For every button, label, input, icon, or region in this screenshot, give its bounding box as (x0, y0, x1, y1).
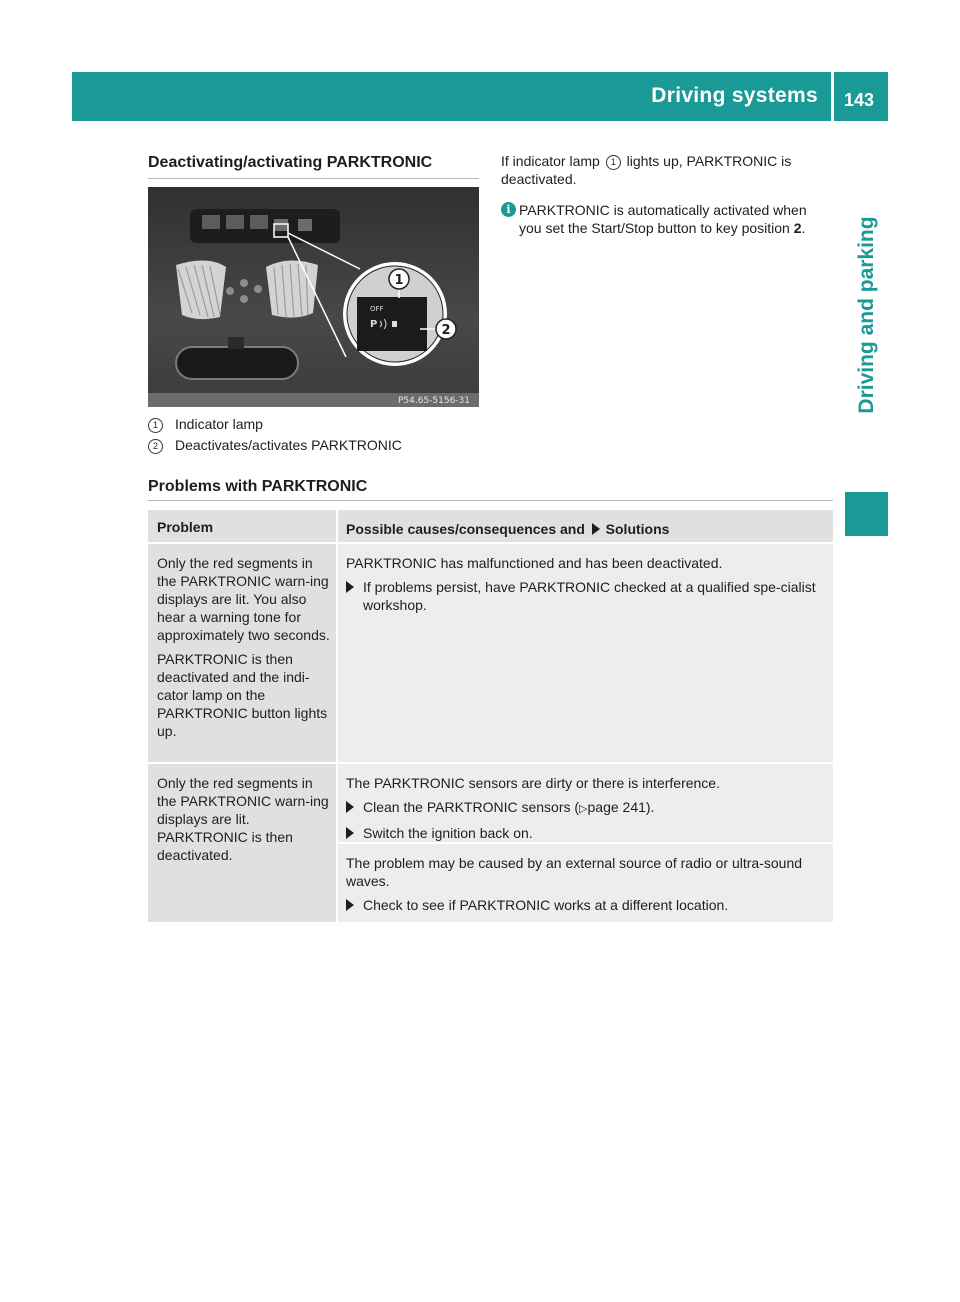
info-note (501, 201, 831, 237)
page-number: 143 (844, 90, 875, 110)
figure-callout-1: 1 (394, 273, 404, 288)
svg-text:P: P (370, 319, 378, 330)
legend-item (148, 437, 402, 454)
figure-callout-2: 2 (441, 323, 451, 338)
cause-text: The PARKTRONIC sensors are dirty or there is interference. (346, 775, 720, 791)
section-rule (148, 178, 479, 179)
problem-cell (148, 544, 336, 762)
solution-text: Clean the PARKTRONIC sensors ( (363, 799, 580, 815)
arrow-icon (346, 827, 354, 839)
section-rule (148, 500, 833, 501)
legend-item (148, 416, 263, 433)
page-reference: page 241). (587, 799, 655, 815)
solution-text: Switch the ignition back on. (363, 825, 533, 841)
problems-table (148, 510, 833, 922)
arrow-icon (346, 581, 354, 593)
problem-text: PARKTRONIC is then deactivated and the indi-cator lamp on the PARKTRONIC button lights up. (157, 651, 328, 739)
column-header-problem: Problem (148, 510, 336, 542)
info-text: PARKTRONIC is automatically activated when you set the Start/Stop button to key position (519, 202, 807, 236)
header-text: Solutions (605, 521, 670, 537)
solution-cell (338, 844, 833, 922)
side-tab-marker (845, 492, 888, 536)
header-text: Possible causes/consequences and (346, 521, 585, 537)
cause-text: PARKTRONIC has malfunctioned and has been deactivated. (346, 555, 723, 571)
column-header-solutions (338, 510, 833, 542)
side-tab-label: Driving and parking (854, 216, 878, 414)
arrow-icon (592, 523, 600, 535)
legend-text: Indicator lamp (175, 416, 263, 432)
section-title-problems: Problems with PARKTRONIC (148, 478, 368, 495)
solution-text: Check to see if PARKTRONIC works at a different location. (363, 897, 729, 913)
arrow-icon (346, 801, 354, 813)
legend-text: Deactivates/activates PARKTRONIC (175, 437, 402, 453)
info-key-position: 2 (793, 220, 802, 236)
solution-text: If problems persist, have PARKTRONIC checked at a qualified spe-cialist workshop. (363, 579, 816, 613)
header-separator (831, 72, 834, 121)
overhead-panel-illustration (148, 187, 479, 407)
section-title-deactivating: Deactivating/activating PARKTRONIC (148, 154, 433, 171)
figure-code: P54.65-5156-31 (397, 396, 470, 406)
cause-text: The problem may be caused by an external source of radio or ultra-sound waves. (346, 855, 803, 889)
paragraph-text: If indicator lamp (501, 153, 600, 169)
table-header-row (148, 510, 833, 542)
table-row (148, 544, 833, 762)
header-title: Driving systems (651, 84, 818, 107)
inline-number: 1 (606, 155, 621, 170)
table-row (148, 764, 833, 922)
right-column (501, 152, 831, 237)
solution-step (346, 578, 827, 614)
header-bar (72, 72, 888, 121)
solution-cell (338, 764, 833, 842)
legend-number: 1 (148, 418, 163, 433)
arrow-icon (346, 899, 354, 911)
solution-step (346, 824, 827, 842)
solution-step (346, 896, 827, 914)
info-text-end: . (801, 220, 806, 236)
side-tab (845, 150, 888, 480)
page-ref-icon: ▷ (579, 803, 588, 815)
problem-text: Only the red segments in the PARKTRONIC warn-ing displays are lit. You also hear a warning tone for approximately two seconds. (157, 555, 330, 643)
problem-cell (148, 764, 336, 922)
solution-cell (338, 544, 833, 762)
indicator-paragraph (501, 152, 831, 188)
figure-off-label: OFF (370, 305, 384, 313)
solution-cell-group (338, 764, 833, 922)
solution-step (346, 798, 827, 818)
parktronic-figure (148, 187, 479, 407)
legend-number: 2 (148, 439, 163, 454)
paragraph-text: lights up, PARKTRONIC is deactivated. (501, 153, 792, 187)
info-icon: i (501, 202, 516, 217)
problem-text: Only the red segments in the PARKTRONIC warn-ing displays are lit. PARKTRONIC is then deactivated. (157, 775, 329, 863)
